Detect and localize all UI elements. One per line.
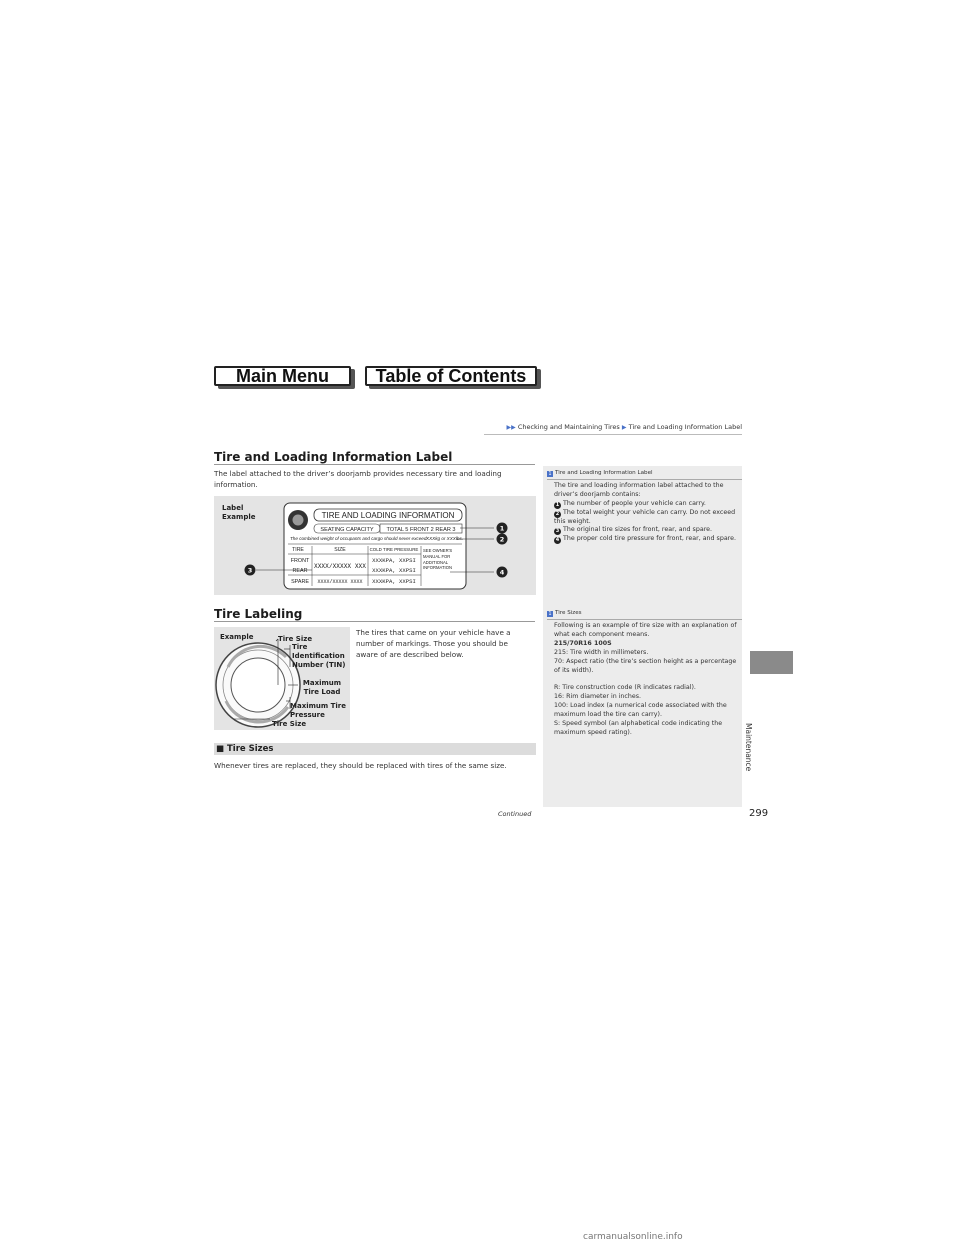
number-4-icon: 4 [555, 537, 560, 543]
figure-label-tin: Tire Identification Number (TIN) [292, 643, 346, 669]
col-size-text: SIZE [334, 547, 346, 553]
callout-1-text: 1 [499, 524, 505, 533]
sidebar-line: 16: Rim diameter in inches. [554, 693, 642, 700]
chapter-tab-label: Maintenance [744, 723, 753, 772]
label-example-figure [214, 496, 536, 595]
section-body-tire-labeling: The tires that came on your vehicle have a number of markings. Those you should be aware of are described below. [356, 628, 511, 659]
row-rear-text: REAR [292, 568, 308, 574]
number-3-icon: 3 [555, 528, 560, 534]
sidebar-line: 215: Tire width in millimeters. [554, 649, 649, 656]
section-body-tire-sizes: Whenever tires are replaced, they should be replaced with tires of the same size. [214, 761, 507, 770]
sidebar-line: R: Tire construction code (R indicates radial). [554, 684, 696, 691]
sidebar-item: 4 The proper cold tire pressure for front, rear, and spare. [555, 535, 737, 543]
figure-label-label-example: Label Example [222, 504, 256, 521]
callout-4-text: 4 [499, 568, 505, 577]
number-2-icon: 2 [555, 511, 560, 517]
subsection-title-tire-sizes: ■ Tire Sizes [216, 744, 274, 754]
sidebar-item: 2 The total weight your vehicle can carry. Do not exceed this weight. [554, 509, 736, 525]
sidebar-tire-sizes-intro: Following is an example of tire size with an explanation of what each component means. [554, 622, 737, 638]
tire-loading-label-drawing [214, 496, 536, 595]
sidebar-divider [547, 479, 742, 480]
pressure-spare-text: XXXKPA, XXPSI [372, 578, 416, 585]
chapter-tab-marker[interactable] [750, 651, 793, 674]
section-title-tire-loading-label: Tire and Loading Information Label [214, 450, 453, 464]
breadcrumb [484, 423, 742, 431]
header-divider [484, 434, 742, 435]
figure-label-example: Example [220, 633, 254, 641]
section-divider [214, 464, 535, 465]
label-title-text: TIRE AND LOADING INFORMATION [321, 511, 455, 520]
main-menu-button[interactable]: Main Menu [214, 366, 351, 386]
seating-capacity-text: SEATING CAPACITY [320, 527, 374, 533]
tire-markings-figure [214, 627, 350, 730]
table-of-contents-button[interactable]: Table of Contents [365, 366, 537, 386]
number-1-icon: 1 [555, 502, 560, 508]
combined-weight-text: The combined weight of occupants and cargo should never exceed [290, 536, 427, 541]
figure-label-max-load: Maximum Tire Load [302, 679, 342, 696]
breadcrumb-item-label[interactable]: Tire and Loading Information Label [628, 423, 742, 431]
callout-2-text: 2 [499, 535, 505, 544]
pressure-front-text: XXXKPA, XXPSI [372, 557, 416, 564]
wheel-rim-icon [231, 658, 285, 712]
see-manual-text: SEE OWNER'S MANUAL FOR ADDITIONAL INFORMATION [423, 548, 453, 571]
section-body-label: The label attached to the driver’s doorjamb provides necessary tire and loading information. [214, 469, 502, 489]
size-main-text: XXXX/XXXXX XXX [314, 563, 366, 570]
col-tire-text: TIRE [292, 547, 304, 553]
sidebar-line: S: Speed symbol (an alphabetical code indicating the maximum speed rating). [554, 720, 723, 736]
callout-3-text: 3 [247, 566, 253, 575]
col-pressure-text: COLD TIRE PRESSURE [369, 547, 419, 552]
note-icon: 1 [548, 611, 552, 617]
continued-label: Continued [498, 810, 532, 818]
breadcrumb-arrow-icon: ▶▶ [506, 424, 516, 431]
sidebar-item: 1 The number of people your vehicle can carry. [555, 500, 706, 508]
figure-label-tire-size-bottom: Tire Size [272, 720, 307, 728]
sidebar-heading-tire-sizes: 1 Tire Sizes [548, 610, 582, 617]
sidebar-item: 3 The original tire sizes for front, rear, and spare. [555, 526, 713, 534]
sidebar-line: 70: Aspect ratio (the tire’s section height as a percentage of its width). [554, 658, 737, 674]
page-number: 299 [749, 808, 769, 819]
figure-label-tire-size-top: Tire Size [278, 635, 313, 643]
section-divider [214, 621, 535, 622]
sidebar-tire-size-example: 215/70R16 100S [554, 640, 612, 647]
figure-label-max-pressure: Maximum Tire Pressure [290, 702, 346, 719]
note-icon: 1 [548, 471, 552, 477]
breadcrumb-arrow-icon: ▶ [621, 424, 627, 431]
weight-value-text: XXXkg or XXXlbs. [426, 536, 464, 541]
tire-icon-hub [293, 515, 304, 526]
sidebar-heading-tire-label: 1 Tire and Loading Information Label [548, 470, 653, 477]
section-title-tire-labeling: Tire Labeling [214, 607, 303, 621]
watermark-text: carmanualsonline.info [583, 1232, 683, 1242]
sidebar-intro: The tire and loading information label attached to the driver’s doorjamb contains: [554, 482, 724, 498]
sidebar-line: 100: Load index (a numerical code associated with the maximum load the tire can carry). [554, 702, 727, 718]
breadcrumb-item-checking-tires[interactable]: Checking and Maintaining Tires [517, 423, 620, 431]
row-spare-text: SPARE [291, 579, 309, 585]
size-spare-text: XXXX/XXXXX XXXX [317, 579, 363, 585]
seat-counts-text: TOTAL 5 FRONT 2 REAR 3 [386, 527, 456, 533]
square-bullet-icon: ■ [216, 744, 225, 754]
pressure-rear-text: XXXKPA, XXPSI [372, 567, 416, 574]
sidebar-divider [547, 619, 742, 620]
row-front-text: FRONT [290, 558, 310, 564]
